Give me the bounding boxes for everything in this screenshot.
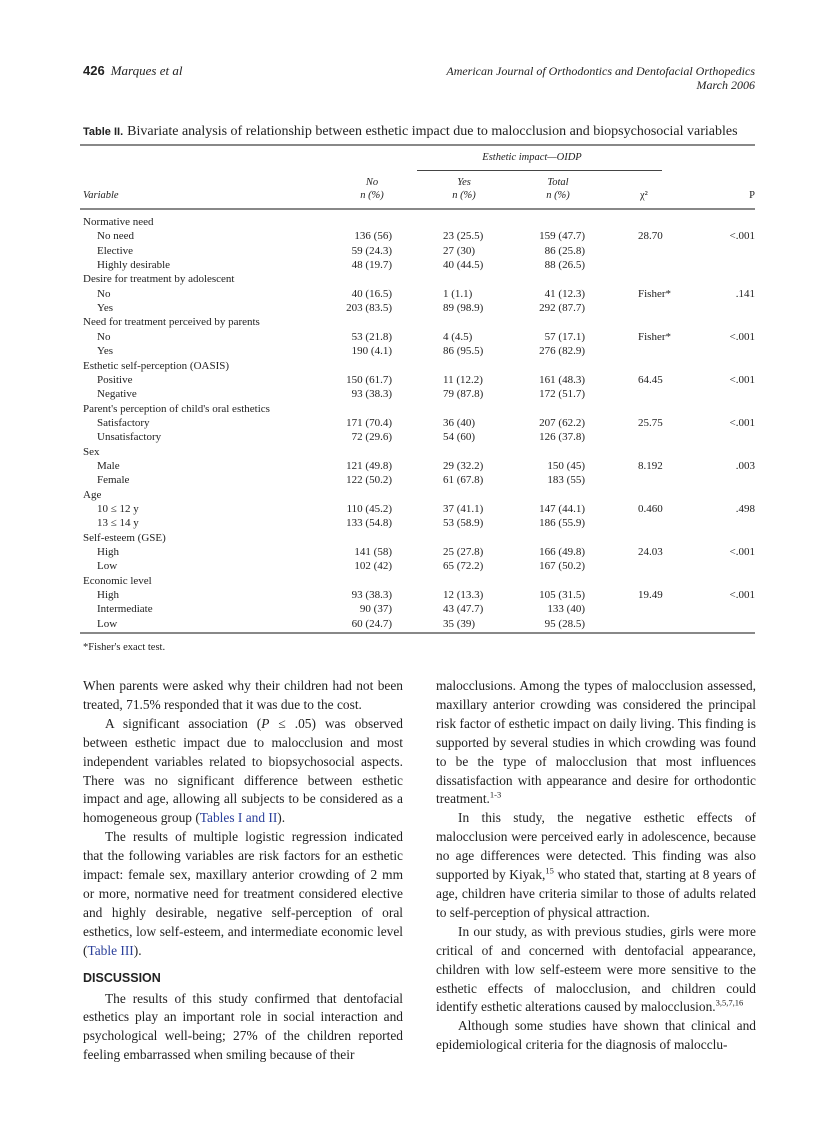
cell-no: 48 (19.7) [351,259,392,272]
col-header-no [342,176,402,202]
row-label: No [97,330,111,343]
cell-p: <.001 [729,416,755,429]
row-label: Self-esteem (GSE) [83,531,166,544]
body-column-right [436,677,756,1055]
table-label: Table II. [83,126,124,138]
cell-no: 122 (50.2) [346,474,392,487]
cell-p: <.001 [729,589,755,602]
cell-no: 72 (29.6) [351,431,392,444]
row-label: 13 ≤ 14 y [97,517,139,530]
table-bottom-rule [80,632,755,634]
cell-no: 102 (42) [354,560,392,573]
cell-yes: 12 (13.3) [443,589,484,602]
text: ). [277,810,286,826]
cell-yes: 79 (87.8) [443,388,484,401]
cell-total: 133 (40) [547,603,585,616]
cell-yes: 27 (30) [443,244,476,257]
col-no-unit: n (%) [360,190,384,201]
authors: Marques et al [110,63,183,78]
cell-total: 167 (50.2) [539,560,585,573]
table-group-row [80,531,755,545]
cell-total: 292 (87.7) [539,302,585,315]
cell-yes: 36 (40) [443,416,476,429]
cell-p: <.001 [729,330,755,343]
paragraph [83,715,403,828]
table-row [80,301,755,315]
cell-yes: 54 (60) [443,431,476,444]
table-row [80,617,755,631]
cell-no: 90 (37) [359,603,392,616]
row-label: Desire for treatment by adolescent [83,273,235,286]
cell-no: 60 (24.7) [351,617,392,630]
row-label: Elective [97,244,134,257]
row-label: No [97,287,111,300]
body-column-left [83,677,403,1065]
row-label: Sex [83,445,100,458]
cell-total: 161 (48.3) [539,373,585,386]
paragraph [436,1017,756,1055]
table-row [80,588,755,602]
col-no-label: No [365,177,379,188]
cell-total: 150 (45) [547,459,585,472]
table-row [80,373,755,387]
table-row [80,559,755,573]
table-reference-link[interactable]: Tables I and II [199,810,278,826]
row-label: Yes [97,302,114,315]
table-row [80,602,755,616]
paragraph [83,828,403,960]
table-reference-link[interactable]: Table III [87,942,134,958]
cell-chi: 25.75 [638,416,663,429]
paragraph [436,677,756,809]
row-label: Intermediate [97,603,153,616]
cell-p: <.001 [729,230,755,243]
row-label: Satisfactory [97,416,150,429]
text: In our study, as with previous studies, girls were more critical of and concerned with dentofacial appearance, children with low self-esteem were more sensitive to the esthetic effects of malocclusion, and children could identify esthetic alterations caused by malocclusion. [436,923,756,1015]
cell-no: 133 (54.8) [346,517,392,530]
col-total-label: Total [547,177,569,188]
cell-yes: 65 (72.2) [443,560,484,573]
row-label: Normative need [83,216,154,228]
table-group-row [80,445,755,459]
cell-yes: 35 (39) [443,617,476,630]
cell-no: 171 (70.4) [346,416,392,429]
cell-chi: 19.49 [638,589,663,602]
col-header-yes [434,176,494,202]
table-row [80,330,755,344]
cell-yes: 4 (4.5) [443,330,473,343]
cell-no: 59 (24.3) [351,244,392,257]
table-group-row [80,402,755,416]
cell-chi: 28.70 [638,230,663,243]
cell-no: 40 (16.5) [351,287,392,300]
table-group-row [80,315,755,329]
cell-p: <.001 [729,546,755,559]
cell-no: 136 (56) [354,230,392,243]
text: The results of this study confirmed that dentofacial esthetics play an important role in social interaction and psychological well-being; 27% of the children reported feeling embarrassed when smiling because of their [83,990,403,1063]
row-label: Age [83,488,102,501]
cell-chi: 0.460 [638,503,663,515]
table-row [80,258,755,272]
cell-total: 86 (25.8) [544,244,585,257]
table-group-row [80,574,755,588]
cell-chi: 24.03 [638,546,663,559]
cell-p: <.001 [729,373,755,386]
cell-total: 88 (26.5) [544,259,585,272]
row-label: 10 ≤ 12 y [97,503,139,515]
paragraph [83,677,403,715]
journal-name: American Journal of Orthodontics and Dentofacial Orthopedics [446,64,755,78]
group-header: Esthetic impact—OIDP [482,152,582,163]
row-label: Low [97,617,118,630]
table-top-rule [80,144,755,146]
cell-total: 95 (28.5) [544,617,585,630]
table-row [80,430,755,444]
citation: 1-3 [489,789,502,800]
text: who stated that, starting at 8 years of age, children have criteria similar to those of adults related to self-perception of physical attraction. [436,867,756,920]
cell-yes: 29 (32.2) [443,459,484,472]
cell-yes: 43 (47.7) [443,603,484,616]
cell-total: 41 (12.3) [544,287,585,300]
citation: 15 [545,865,554,876]
row-label: Need for treatment perceived by parents [83,316,260,329]
table-row [80,416,755,430]
text: Although some studies have shown that clinical and epidemiological criteria for the diagnosis of malocclu- [436,1018,756,1053]
text: malocclusions. Among the types of malocclusion assessed, maxillary anterior crowding was considered the principal risk factor of esthetic impact on daily living. This finding is supported by several studies in which crowding was found to be the type of malocclusion that most influences dissatisfaction with appearance and desire for orthodontic treatment. [436,678,756,807]
table-group-row [80,272,755,286]
cell-total: 147 (44.1) [539,503,585,515]
col-header-variable: Variable [83,190,119,201]
cell-total: 186 (55.9) [539,517,585,530]
cell-yes: 23 (25.5) [443,230,484,243]
table-row [80,287,755,301]
table-row [80,545,755,559]
cell-no: 141 (58) [354,546,392,559]
cell-total: 126 (37.8) [539,431,585,444]
row-label: Negative [97,388,137,401]
col-total-unit: n (%) [546,190,570,201]
running-header-left [83,63,182,79]
cell-yes: 40 (44.5) [443,259,484,272]
cell-no: 93 (38.3) [351,589,392,602]
row-label: Low [97,560,118,573]
text: DISCUSSION [83,970,161,985]
text: ≤ .05) was observed between esthetic impact due to malocclusion and most independent variables related to biopsychosocial aspects. There was no significant difference between esthetic impact and age, allowing all subjects to be considered as a homogeneous group ( [83,715,403,826]
cell-no: 53 (21.8) [351,330,392,343]
row-label: Female [97,474,130,487]
cell-yes: 53 (58.9) [443,517,484,530]
paragraph [436,923,756,1018]
table-title: Bivariate analysis of relationship between esthetic impact due to malocclusion and biopsychosocial variables [127,124,738,139]
cell-chi: Fisher* [638,287,671,300]
text: ). [133,942,142,958]
cell-yes: 1 (1.1) [443,287,473,300]
cell-no: 110 (45.2) [346,503,392,515]
table-group-row [80,215,755,229]
text: When parents were asked why their children had not been treated, 71.5% responded that it was due to the cost. [83,678,403,712]
cell-total: 57 (17.1) [544,330,585,343]
cell-total: 172 (51.7) [539,388,585,401]
citation: 3,5,7,16 [715,997,744,1008]
table-group-row [80,488,755,502]
cell-p: .498 [735,503,755,515]
col-yes-label: Yes [457,177,471,188]
paragraph [436,809,756,922]
cell-chi: 8.192 [638,459,663,472]
table-row [80,244,755,258]
table-caption [83,124,738,140]
row-label: Economic level [83,574,152,587]
table-row [80,229,755,243]
issue-date: March 2006 [696,78,755,92]
table-row [80,473,755,487]
text: P [261,715,270,731]
cell-yes: 25 (27.8) [443,546,484,559]
table-footnote: *Fisher's exact test. [83,642,166,653]
text: The results of multiple logistic regression indicated that the following variables are risk factors for an esthetic impact: female sex, maxillary anterior crowding of 2 mm or more, normative need for treatment considered elective and highly desirable, negative self-perception of oral esthetics, low self-esteem, and intermediate economic level ( [83,829,403,958]
table-row [80,459,755,473]
cell-no: 121 (49.8) [346,459,392,472]
row-label: High [97,546,119,559]
table-row [80,344,755,358]
row-label: Yes [97,345,114,358]
table-row [80,387,755,401]
page-number: 426 [83,63,105,78]
cell-no: 150 (61.7) [346,373,392,386]
cell-total: 276 (82.9) [539,345,585,358]
cell-yes: 11 (12.2) [443,373,483,386]
text: A significant association ( [105,715,262,731]
running-header-right [446,64,755,92]
table-row [80,502,755,516]
cell-yes: 37 (41.1) [443,503,484,515]
row-label: Highly desirable [97,259,171,272]
cell-total: 183 (55) [547,474,585,487]
cell-no: 93 (38.3) [351,388,392,401]
cell-chi: 64.45 [638,373,663,386]
row-label: Esthetic self-perception (OASIS) [83,359,230,372]
row-label: Parent's perception of child's oral esthetics [83,402,270,415]
row-label: Unsatisfactory [97,431,162,444]
cell-no: 203 (83.5) [346,302,392,315]
col-yes-unit: n (%) [452,190,476,201]
paragraph [83,990,403,1066]
header-rule [80,208,755,210]
group-header-rule [417,170,662,171]
cell-total: 159 (47.7) [539,230,585,243]
col-header-total [528,176,588,202]
row-label: Positive [97,373,133,386]
cell-no: 190 (4.1) [351,345,392,358]
section-heading [83,969,403,988]
cell-chi: Fisher* [638,330,671,343]
row-label: High [97,589,119,602]
row-label: Male [97,459,120,472]
cell-yes: 61 (67.8) [443,474,484,487]
cell-p: .141 [735,287,755,300]
col-header-p: P [749,190,755,201]
cell-total: 166 (49.8) [539,546,585,559]
text: In this study, the negative esthetic effects of malocclusion were perceived early in adolescence, because no age differences were detected. This finding was also supported by Kiyak, [436,810,756,883]
cell-yes: 89 (98.9) [443,302,484,315]
cell-total: 105 (31.5) [539,589,585,602]
col-header-chi: χ² [640,190,648,201]
table-row [80,516,755,530]
cell-total: 207 (62.2) [539,416,585,429]
row-label: No need [97,230,134,243]
cell-yes: 86 (95.5) [443,345,484,358]
table-group-row [80,359,755,373]
cell-p: .003 [735,459,755,472]
